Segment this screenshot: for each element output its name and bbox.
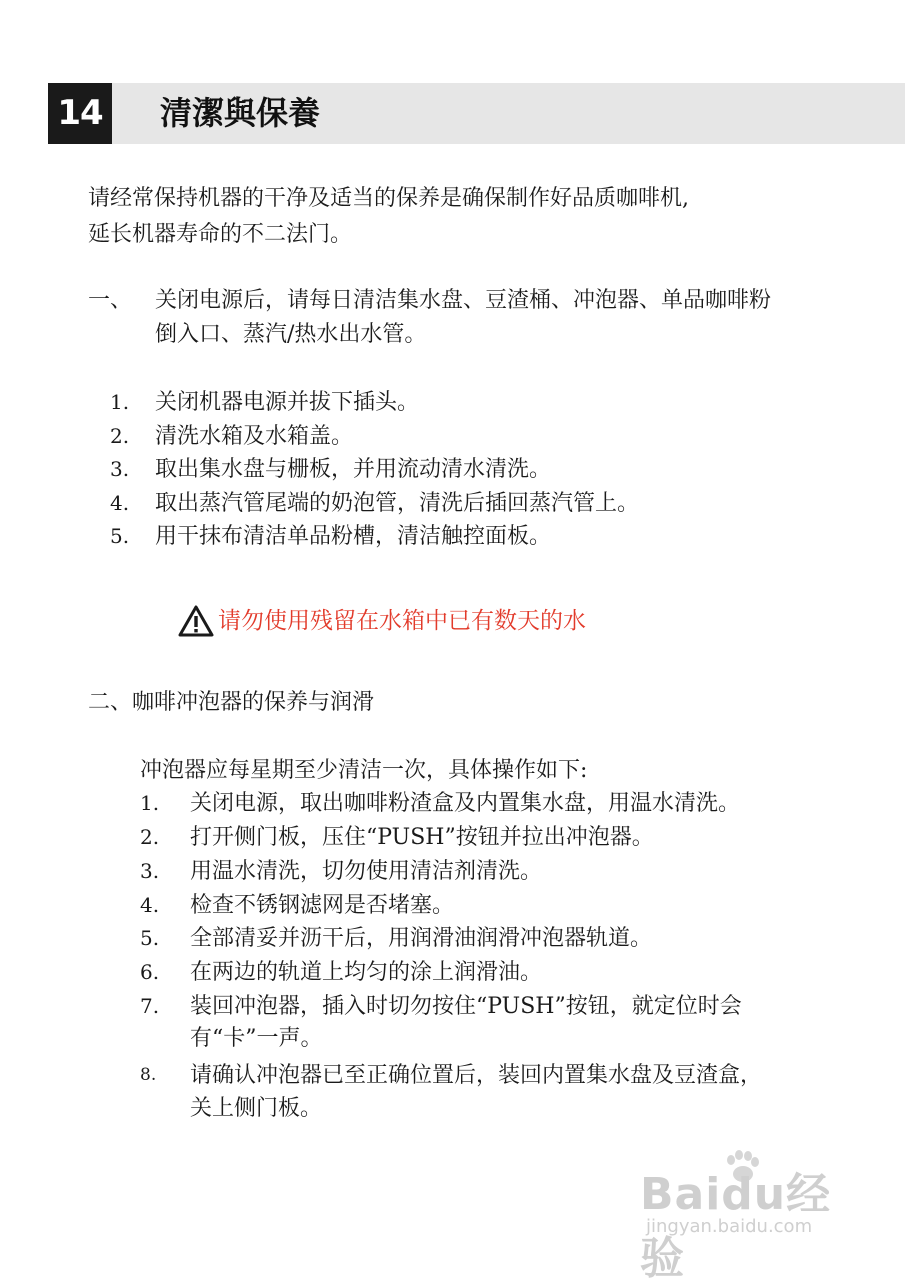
list-item: 打开侧门板，压住“PUSH”按钮并拉出冲泡器。 [190,825,654,850]
list-item-number: 2. [110,424,130,448]
list-item: 用干抹布清洁单品粉槽，清洁触控面板。 [155,524,552,549]
list-item-continuation: 关上侧门板。 [190,1096,323,1121]
list-item-number: 4. [110,491,130,515]
list-item-number: 3. [110,457,130,481]
list-item: 在两边的轨道上均匀的涂上润滑油。 [190,960,543,985]
list-item-number: 1. [110,390,130,414]
warning-notice [178,603,586,639]
baidu-watermark [640,1150,870,1284]
list-item-number: 4. [140,893,160,917]
list-item: 清洗水箱及水箱盖。 [155,424,354,449]
list-item: 检查不锈钢滤网是否堵塞。 [190,893,455,918]
list-item-number: 2. [140,825,160,849]
section1-marker: 一、 [88,288,133,313]
watermark-logo: Baidu经验 [640,1169,832,1284]
list-item-number: 5. [140,926,160,950]
watermark-url: jingyan.baidu.com [646,1216,813,1237]
list-item-number: 8. [140,1065,157,1085]
page-title: 清潔與保養 [160,94,321,132]
intro-line-1: 请经常保持机器的干净及适当的保养是确保制作好品质咖啡机, [88,186,689,211]
intro-line-2: 延长机器寿命的不二法门。 [88,222,353,247]
list-item: 取出蒸汽管尾端的奶泡管，清洗后插回蒸汽管上。 [155,491,640,516]
list-item-number: 5. [110,524,130,548]
section1-line-1: 关闭电源后，请每日清洁集水盘、豆渣桶、冲泡器、单品咖啡粉 [155,288,772,313]
section2-intro: 冲泡器应每星期至少清洁一次，具体操作如下: [140,758,588,783]
list-item-number: 3. [140,859,160,883]
page-number: 14 [48,83,112,144]
list-item: 关闭机器电源并拔下插头。 [155,390,420,415]
list-item-continuation: 有“卡”一声。 [190,1026,323,1051]
list-item-number: 7. [140,994,160,1018]
list-item: 请确认冲泡器已至正确位置后，装回内置集水盘及豆渣盒， [190,1063,763,1088]
list-item: 关闭电源，取出咖啡粉渣盒及内置集水盘，用温水清洗。 [190,791,741,816]
section1-line-2: 倒入口、蒸汽/热水出水管。 [155,322,427,347]
list-item-number: 1. [140,791,160,815]
list-item-number: 6. [140,960,160,984]
section2-heading: 二、咖啡冲泡器的保养与润滑 [88,690,375,715]
list-item: 用温水清洗，切勿使用清洁剂清洗。 [190,859,543,884]
list-item: 全部清妥并沥干后，用润滑油润滑冲泡器轨道。 [190,926,653,951]
list-item: 取出集水盘与栅板，并用流动清水清洗。 [155,457,552,482]
list-item: 装回冲泡器，插入时切勿按住“PUSH”按钮，就定位时会 [190,994,742,1019]
warning-triangle-icon [178,605,214,637]
warning-text: 请勿使用残留在水箱中已有数天的水 [218,608,586,634]
